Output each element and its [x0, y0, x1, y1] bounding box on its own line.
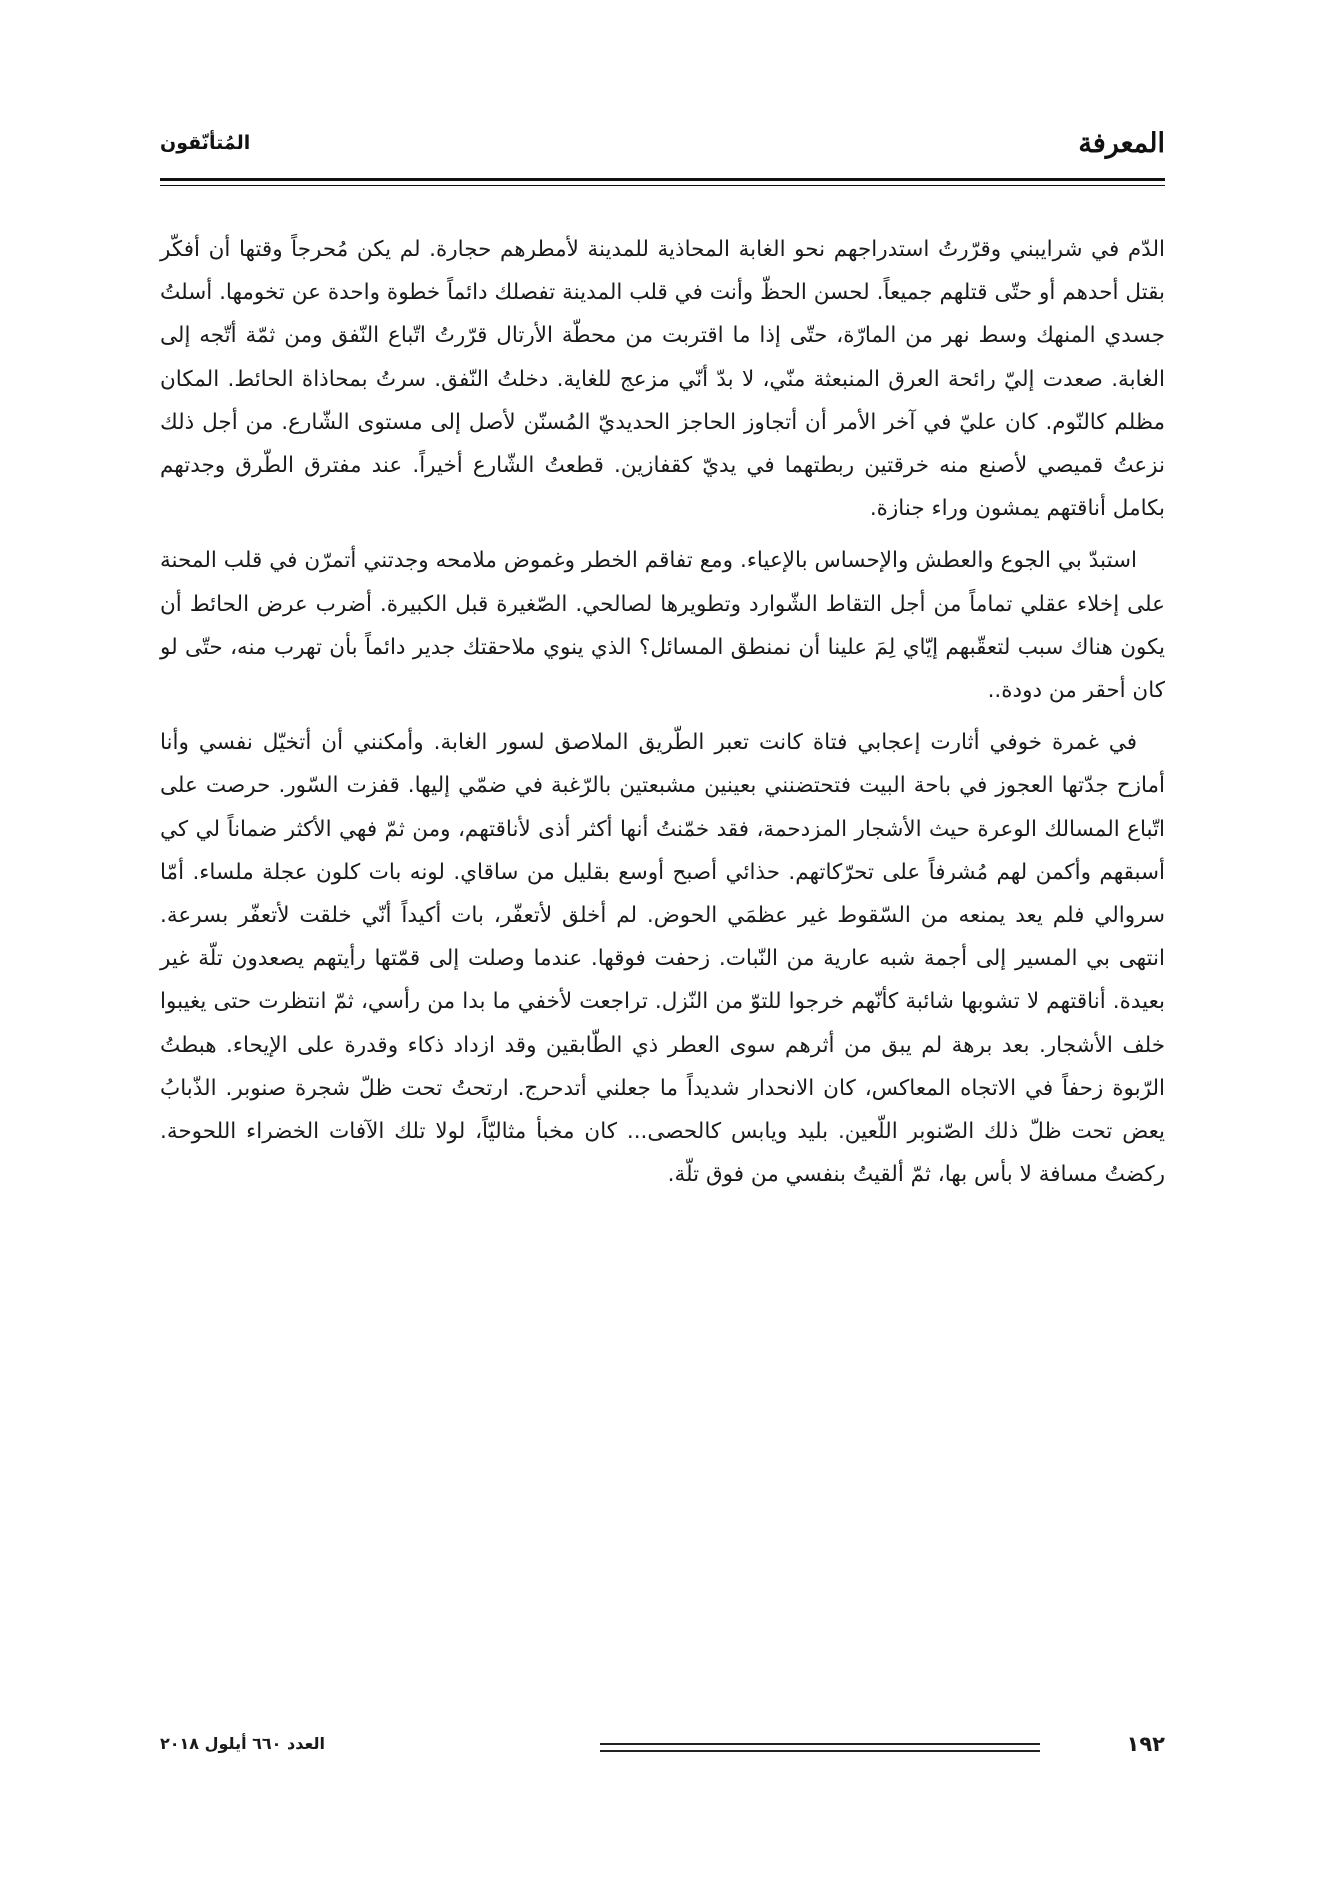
journal-logo: المعرفة [1078, 128, 1165, 159]
article-body [160, 228, 1165, 1205]
page-number: ١٩٢ [1126, 1732, 1165, 1756]
page-header [160, 128, 1165, 168]
issue-info: العدد ٦٦٠ أيلول ٢٠١٨ [160, 1734, 325, 1753]
section-title: المُتأنّقون [160, 132, 251, 154]
footer-rule-bottom [600, 1750, 1040, 1752]
paragraph-3: في غمرة خوفي أثارت إعجابي فتاة كانت تعبر الطّريق الملاصق لسور الغابة. وأمكنني أن أتخيّل نفسي وأنا أمازح جدّتها العجوز في باحة البيت فتحتضنني بعينين مشبعتين بالرّغبة في ضمّي إليها. قفزت السّور. حرصت على اتّباع المسالك الوعرة حيث الأشجار المزدحمة، فقد خمّنتُ أنها أكثر أذى لأناقتهم، ومن ثمّ فهي الأكثر ضماناً لي كي أسبقهم وأكمن لهم مُشرفاً على تحرّكاتهم. حذائي أصبح أوسع بقليل من ساقاي. لونه بات كلون عجلة ملساء. أمّا سروالي فلم يعد يمنعه من السّقوط غير عظمَي الحوض. لم أخلق لأتعفّر، بات أكيداً أنّي خلقت لأتعفّر بسرعة. انتهى بي المسير إلى أجمة شبه عارية من النّبات. زحفت فوقها. عندما وصلت إلى قمّتها رأيتهم يصعدون تلّة غير بعيدة. أناقتهم لا تشوبها شائبة كأنّهم خرجوا للتوّ من النّزل. تراجعت لأخفي ما بدا من رأسي، ثمّ انتظرت حتى يغيبوا خلف الأشجار. بعد برهة لم يبق من أثرهم سوى العطر ذي الطّابقين وقد ازداد ذكاء وقدرة على الإيحاء. هبطتُ الرّبوة زحفاً في الاتجاه المعاكس، كان الانحدار شديداً ما جعلني أتدحرج. ارتحتُ تحت ظلّ شجرة صنوبر. الذّبابُ يعض تحت ظلّ ذلك الصّنوبر اللّعين. بليد ويابس كالحصى... كان مخبأ مثاليّاً، لولا تلك الآفات الخضراء اللحوحة. ركضتُ مسافة لا بأس بها، ثمّ ألقيتُ بنفسي من فوق تلّة. [160, 730, 1165, 1188]
footer-rule-top [600, 1743, 1040, 1745]
header-divider-thick [160, 178, 1165, 181]
header-divider-thin [160, 185, 1165, 186]
paragraph-1: الدّم في شرايبني وقرّرتُ استدراجهم نحو الغابة المحاذية للمدينة لأمطرهم حجارة. لم يكن مُحرجاً وقتها أن أفكّر بقتل أحدهم أو حتّى قتلهم جميعاً. لحسن الحظّ وأنت في قلب المدينة تفصلك دائماً خطوة واحدة عن تخومها. أسلتُ جسدي المنهك وسط نهر من المارّة، حتّى إذا ما اقتربت من محطّة الأرتال قرّرتُ اتّباع النّفق ومن ثمّة أتّجه إلى الغابة. صعدت إليّ رائحة العرق المنبعثة منّي، لا بدّ أنّي مزعج للغاية. دخلتُ النّفق. سرتُ بمحاذاة الحائط. المكان مظلم كالنّوم. كان عليّ في آخر الأمر أن أتجاوز الحاجز الحديديّ المُسنّن لأصل إلى مستوى الشّارع. من أجل ذلك نزعتُ قميصي لأصنع منه خرقتين ربطتهما في يديّ كقفازين. قطعتُ الشّارع أخيراً. عند مفترق الطّرق وجدتهم بكامل أناقتهم يمشون وراء جنازة. [160, 237, 1165, 522]
paragraph-2: استبدّ بي الجوع والعطش والإحساس بالإعياء. ومع تفاقم الخطر وغموض ملامحه وجدتني أتمرّن في قلب المحنة على إخلاء عقلي تماماً من أجل التقاط الشّوارد وتطويرها لصالحي. الصّغيرة قبل الكبيرة. أضرب عرض الحائط أن يكون هناك سبب لتعقّبهم إيّاي لِمَ علينا أن نمنطق المسائل؟ الذي ينوي ملاحقتك جدير دائماً بأن تهرب منه، حتّى لو كان أحقر من دودة.. [160, 548, 1165, 704]
page-footer [160, 1732, 1165, 1762]
